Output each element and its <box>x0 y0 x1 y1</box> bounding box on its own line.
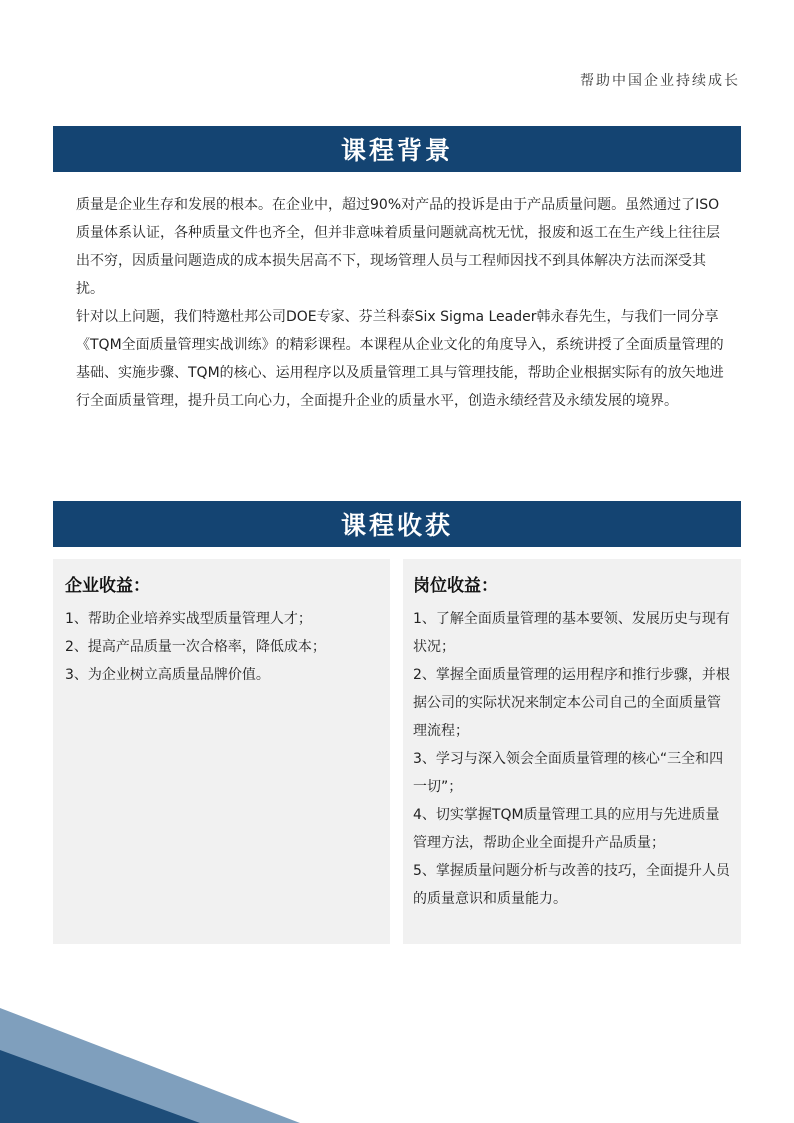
tagline: 帮助中国企业持续成长 <box>580 73 740 89</box>
company-benefits-list <box>65 605 378 689</box>
position-benefits-panel <box>403 559 741 944</box>
corner-decoration <box>0 1008 300 1123</box>
list-item: 1、了解全面质量管理的基本要领、发展历史与现有状况； <box>413 611 730 655</box>
list-item: 2、提高产品质量一次合格率，降低成本； <box>65 639 326 655</box>
list-item: 3、学习与深入领会全面质量管理的核心“三全和四一切”； <box>413 751 724 795</box>
list-item: 5、掌握质量问题分析与改善的技巧，全面提升人员的质量意识和质量能力。 <box>413 863 730 907</box>
list-item: 2、掌握全面质量管理的运用程序和推行步骤，并根据公司的实际状况来制定本公司自己的全面质量管理流程； <box>413 667 730 739</box>
background-paragraph-2: 针对以上问题，我们特邀杜邦公司DOE专家、芬兰科泰Six Sigma Leader韩永春先生，与我们一同分享《TQM全面质量管理实战训练》的精彩课程。本课程从企业文化的角度导入，系统讲授了全面质量管理的基础、实施步骤、TQM的核心、运用程序以及质量管理工具与管理技能，帮助企业根据实际有的放矢地进行全面质量管理，提升员工向心力，全面提升企业的质量水平，创造永绩经营及永绩发展的境界。 <box>76 309 724 409</box>
company-benefits-heading: 企业收益： <box>65 576 150 596</box>
list-item: 4、切实掌握TQM质量管理工具的应用与先进质量管理方法，帮助企业全面提升产品质量； <box>413 807 720 851</box>
company-benefits-panel <box>53 559 390 944</box>
list-item: 1、帮助企业培养实战型质量管理人才； <box>65 611 312 627</box>
section-banner-background <box>53 126 741 172</box>
position-benefits-list <box>413 605 731 913</box>
section-banner-gains <box>53 501 741 547</box>
list-item: 3、为企业树立高质量品牌价值。 <box>65 667 270 683</box>
section-title-gains: 课程收获 <box>340 511 453 540</box>
background-paragraph-1: 质量是企业生存和发展的根本。在企业中，超过90%对产品的投诉是由于产品质量问题。虽然通过了ISO质量体系认证，各种质量文件也齐全，但并非意味着质量问题就高枕无忧，报废和返工在生产线上往往层出不穷，因质量问题造成的成本损失居高不下，现场管理人员与工程师因找不到具体解决方法而深受其扰。 <box>76 197 720 297</box>
position-benefits-heading: 岗位收益： <box>413 576 498 596</box>
section-title-background: 课程背景 <box>340 136 453 165</box>
background-text <box>76 191 726 415</box>
